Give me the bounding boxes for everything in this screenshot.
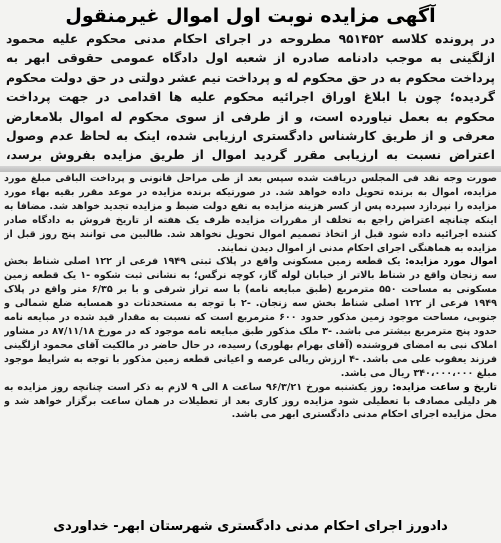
- datetime-description: روز یکشنبه مورخ ۹۶/۳/۲۱ ساعت ۸ الی ۹ لازم به ذکر است چنانچه روز مزایده به هر دلیلی مصادف با تعطیلی شود مزایده روز کاری بعد از تعطیلات در همان ساعت برگزار خواهد شد و محل مزایده اجرای احکام مدنی دادگستری ابهر می باشد.: [4, 381, 497, 421]
- conditions-paragraph: صورت وجه نقد فی المجلس دریافت شده سپس بعد از طی مراحل قانونی و پرداخت الباقی مبلغ مورد مزایده، اموال به برنده تحویل داده خواهد شد. در صورتیکه برنده مزایده در موعد مقرر بقیه بهاء مورد مزایده را نپردازد سپرده پس از کسر هزینه مزایده به نفع دولت ضبط و مزایده تجدید خواهد شد. مضافا به اینکه چنانچه اعتراض راجع به تخلف از مقررات مزایده ظرف یک هفته از تاریخ فروش به دادگاه صادر کننده اجرائیه داده شود قبل از اتخاذ تصمیم اموال تحویل نخواهد شد. طالبین می توانند پنج روز قبل از مزایده به هماهنگی اجرای احکام مدنی از اموال دیدن نمایند.: [4, 173, 497, 254]
- notice-intro-paragraph: در پرونده کلاسه ۹۵۱۴۵۲ مطروحه در اجرای احکام مدنی محکوم علیه محمود ازلگینی به موجب دادنامه صادره از شعبه اول دادگاه عمومی حقوقی ابهر به پرداخت محکوم به در حق محکوم له و پرداخت نیم عشر دولتی در حق دولت محکوم گردیده؛ چون با ابلاغ اوراق اجرائیه محکوم علیه ها اقدامی در جهت پرداخت محکوم به بعمل نیاورده است، و از طرفی از سوی محکوم له اموال بلامعارض معرفی و از طریق کارشناس دادگستری ارزیابی شده، اینک به لحاظ عدم وصول اعتراض نسبت به ارزیابی مقرر گردید اموال از طریق مزایده بفروش برسد،: [6, 32, 495, 163]
- property-description: یک قطعه زمین مسکونی واقع در پلاک ثبتی ۱۹۴۹ فرعی از ۱۲۲ اصلی شناط بخش سه زنجان واقع در شناط بالاتر از خیابان لوله گاز، کوچه نرگس؛ به نشانی ثبت شکوه -۱ یک قطعه زمین مسکونی به مساحت ۵۵۰ مترمربع (طبق مبایعه نامه) با سه تراز شرقی و با بر ۶/۳۵ متر واقع در پلاک ۱۹۴۹ فرعی از ۱۲۲ اصلی شناط بخش سه زنجان. -۲ با توجه به مستحدثات دو همسایه ضلع شمالی و جنوبی، مساحت موجود زمین مذکور حدود ۶۰۰ مترمربع است که نسبت به مقدار قید شده در مبایعه نامه حدود پنج مترمربع بیشتر می باشد. -۳ ملک مذکور طبق مبایعه نامه موجود که در مورخ ۸۷/۱۱/۱۸ در مشاور املاک نبی به امضای فروشنده (آقای بهرام بهلوری) رسیده، در حال حاضر در مالکیت آقای محمود ازلگینی فرزند یعقوب علی می باشد. -۴ ارزش ریالی عرصه و اعیانی قطعه زمین مذکور با توجه به شرایط موجود مبلغ ۳۴۰،۰۰۰،۰۰۰ ریال می باشد.: [4, 256, 497, 379]
- notice-title: آگهی مزایده نوبت اول اموال غیرمنقول: [65, 5, 436, 27]
- notice-signature: دادورز اجرای احکام مدنی دادگستری شهرستان ابهر- خداوردی: [53, 519, 448, 534]
- notice-details: [4, 172, 497, 512]
- datetime-label: تاریخ و ساعت مزایده:: [392, 381, 497, 393]
- property-label: اموال مورد مزایده:: [405, 256, 497, 268]
- property-paragraph: [4, 255, 497, 380]
- datetime-paragraph: [4, 381, 497, 423]
